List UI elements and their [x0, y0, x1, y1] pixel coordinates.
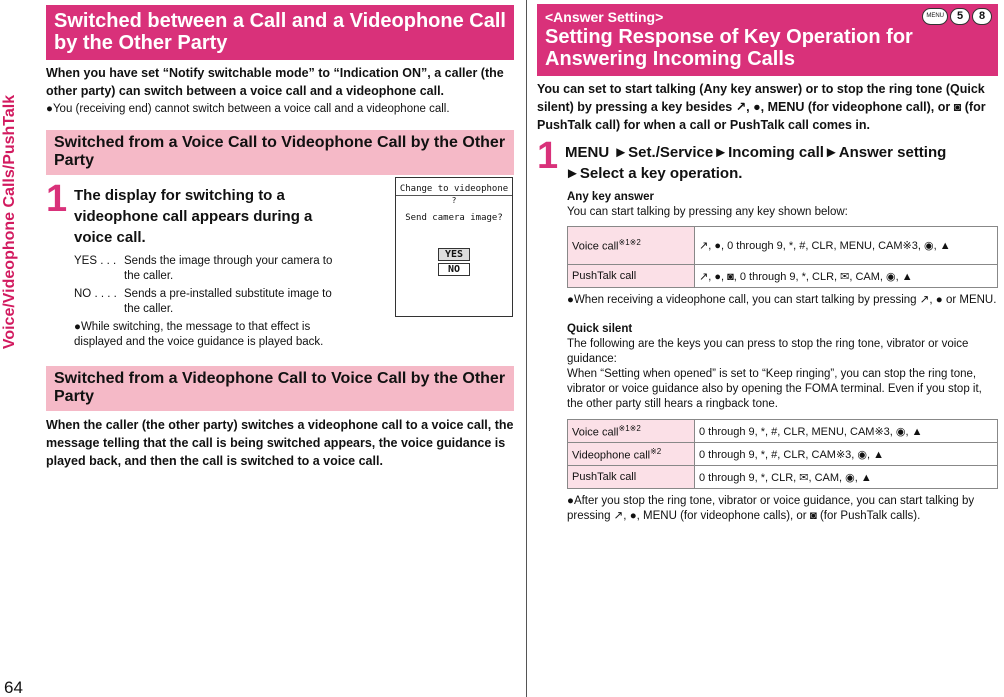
- menu-key-icon: MENU: [922, 8, 948, 25]
- quick-silent-title: Quick silent: [567, 323, 633, 335]
- option-no: NO . . . . Sends a pre-installed substitute image to the caller.: [74, 288, 332, 315]
- yes-button[interactable]: YES: [438, 248, 470, 261]
- step-note: ●While switching, the message to that effect is displayed and the voice guidance is played back.: [74, 321, 324, 348]
- section-tag: <Answer Setting>: [545, 9, 664, 25]
- step-1: [46, 178, 346, 350]
- subheading-voice-to-video: Switched from a Voice Call to Videophone Call by the Other Party: [46, 130, 514, 175]
- key-5-icon: 5: [950, 8, 970, 25]
- screen-message: Send camera image?: [405, 213, 503, 223]
- step-text-line2: ►Select a key operation.: [565, 165, 743, 182]
- table-row: Voice call$^{※1※2}$ ↗, ●, 0 through 9, *, #, CLR, MENU, CAM※3, ◉, ▲: [568, 227, 998, 265]
- table-row: Videophone call$^{※2}$ 0 through 9, *, #, CLR, CAM※3, ◉, ▲: [568, 443, 998, 466]
- table-row: Voice call$^{※1※2}$ 0 through 9, *, #, CLR, MENU, CAM※3, ◉, ▲: [568, 420, 998, 443]
- subheading-video-to-voice: Switched from a Videophone Call to Voice Call by the Other Party: [46, 366, 514, 411]
- any-key-title: Any key answer: [567, 191, 654, 203]
- quick-silent-desc2: When “Setting when opened” is set to “Keep ringing”, you can stop the ring tone, vibrator or voice guidance also by opening the FOMA terminal. Even if you stop it, the other party still hears a ringback tone.: [567, 368, 982, 410]
- quick-silent-desc1: The following are the keys you can press to stop the ring tone, vibrator or voice guidance:: [567, 338, 969, 365]
- menu-shortcut-badge: [922, 8, 992, 25]
- right-column: [537, 0, 998, 524]
- quick-silent-table: [567, 419, 998, 489]
- option-yes: YES . . . Sends the image through your camera to the caller.: [74, 255, 333, 282]
- option-list: [74, 254, 346, 317]
- screen-title: Change to videophone: [396, 184, 512, 196]
- main-heading-answer: Setting Response of Key Operation for Answering Incoming Calls: [545, 26, 913, 70]
- video-to-voice-body: When the caller (the other party) switches a videophone call to a voice call, the message telling that the call is being switched appears, the voice guidance is played back, and then the call is switched to a voice call.: [46, 418, 514, 468]
- phone-screen-illustration: [395, 177, 513, 317]
- key-8-icon: 8: [972, 8, 992, 25]
- side-tab-label: Voice/Videophone Calls/PushTalk: [1, 94, 18, 350]
- answer-step-1: [537, 135, 998, 184]
- any-key-note: ●When receiving a videophone call, you can start talking by pressing ↗, ● or MENU.: [567, 294, 997, 306]
- table-row: PushTalk call ↗, ●, ◙, 0 through 9, *, CLR, ✉, CAM, ◉, ▲: [568, 265, 998, 288]
- intro-note: ●You (receiving end) cannot switch between a voice call and a videophone call.: [46, 103, 450, 115]
- side-tab: [0, 72, 20, 372]
- main-heading-switch: Switched between a Call and a Videophone Call by the Other Party: [46, 5, 514, 60]
- any-key-answer-section: [537, 190, 998, 524]
- step-text: The display for switching to a videophone call appears during a voice call.: [74, 187, 313, 246]
- question-icon: ?: [451, 196, 457, 205]
- page-number: 64: [4, 678, 23, 697]
- step-number: 1: [537, 135, 559, 177]
- table-row: PushTalk call 0 through 9, *, CLR, ✉, CAM, ◉, ▲: [568, 466, 998, 489]
- any-key-desc: You can start talking by pressing any key shown below:: [567, 206, 848, 218]
- intro-paragraph: When you have set “Notify switchable mode” to “Indication ON”, a caller (the other party) can switch between a voice call and a videophone call.: [46, 66, 504, 98]
- no-button[interactable]: NO: [438, 263, 470, 276]
- column-divider: [526, 0, 527, 697]
- left-column: [46, 0, 514, 470]
- answer-setting-header: [537, 4, 998, 76]
- step-number: 1: [46, 178, 68, 220]
- quick-silent-note: ●After you stop the ring tone, vibrator or voice guidance, you can start talking by pressing ↗, ●, MENU (for videophone calls), or ◙ (for PushTalk calls).: [567, 495, 975, 522]
- any-key-table: [567, 226, 998, 288]
- step-text-line1: MENU ►Set./Service►Incoming call►Answer setting: [565, 144, 947, 161]
- answer-intro: You can set to start talking (Any key answer) or to stop the ring tone (Quick silent) by pressing a key besides ↗, ●, MENU (for videophone call), or ◙ (for PushTalk call) for when a call or PushTalk call comes in.: [537, 82, 986, 132]
